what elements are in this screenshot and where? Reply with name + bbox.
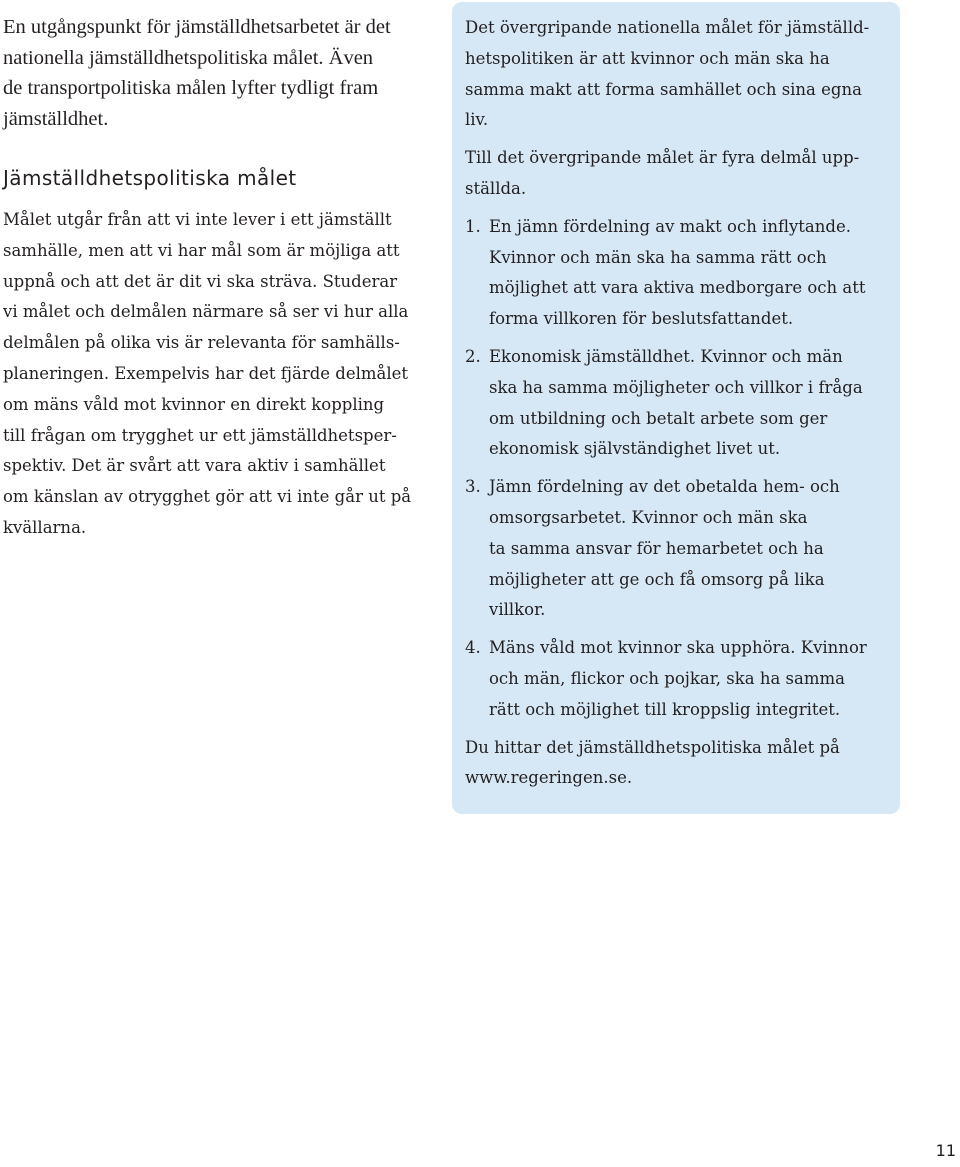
goal-number: 2. bbox=[465, 346, 481, 366]
goal-text bbox=[489, 342, 863, 465]
body-line: planeringen. Exempelvis har det fjärde delmålet bbox=[3, 363, 409, 383]
intro-line: de transportpolitiska målen lyfter tydligt fram bbox=[3, 77, 379, 100]
section-heading: Jämställdhetspolitiska målet bbox=[3, 166, 297, 190]
goal-line: Kvinnor och män ska ha samma rätt och bbox=[489, 247, 827, 267]
goal-line: och män, flickor och pojkar, ska ha samma bbox=[489, 668, 845, 688]
page-number: 11 bbox=[935, 1141, 956, 1160]
body-line: kvällarna. bbox=[3, 517, 87, 537]
box-intro-line: hetspolitiken är att kvinnor och män ska ha bbox=[465, 48, 830, 68]
body-line: Målet utgår från att vi inte lever i ett jämställt bbox=[3, 210, 392, 229]
goal-line: villkor. bbox=[489, 600, 546, 620]
goal-line: omsorgsarbetet. Kvinnor och män ska bbox=[489, 507, 808, 527]
box-intro-line: liv. bbox=[465, 110, 489, 130]
box-footer-paragraph bbox=[465, 733, 890, 795]
goal-line: ekonomisk självständighet livet ut. bbox=[489, 439, 781, 459]
body-line: vi målet och delmålen närmare så ser vi hur alla bbox=[3, 302, 409, 322]
body-line: samhälle, men att vi har mål som är möjliga att bbox=[3, 240, 400, 260]
goal-line: möjligheter att ge och få omsorg på lika bbox=[489, 569, 825, 589]
body-line: spektiv. Det är svårt att vara aktiv i samhället bbox=[3, 456, 386, 476]
left-column bbox=[3, 0, 443, 537]
goal-number: 3. bbox=[465, 477, 481, 497]
goal-line: Mäns våld mot kvinnor ska upphöra. Kvinnor bbox=[489, 638, 867, 658]
box-sub-line: ställda. bbox=[465, 178, 527, 198]
goal-line: forma villkoren för beslutsfattandet. bbox=[489, 309, 794, 329]
box-sub-paragraph bbox=[465, 143, 890, 205]
goal-line: Jämn fördelning av det obetalda hem- och bbox=[489, 477, 840, 497]
goal-line: ta samma ansvar för hemarbetet och ha bbox=[489, 538, 824, 558]
goal-text bbox=[489, 633, 867, 725]
goal-line: möjlighet att vara aktiva medborgare och att bbox=[489, 278, 866, 298]
goal-line: ska ha samma möjligheter och villkor i fråga bbox=[489, 377, 863, 397]
intro-line: nationella jämställdhetspolitiska målet. Även bbox=[3, 46, 374, 69]
box-footer-line: Du hittar det jämställdhetspolitiska målet på bbox=[465, 737, 840, 757]
goal-line: rätt och möjlighet till kroppslig integritet. bbox=[489, 699, 841, 719]
intro-line: jämställdhet. bbox=[3, 108, 109, 131]
body-line: uppnå och att det är dit vi ska sträva. Studerar bbox=[3, 271, 398, 291]
body-line: om känslan av otrygghet gör att vi inte går ut på bbox=[3, 487, 412, 507]
intro-line: En utgångspunkt för jämställdhetsarbetet är det bbox=[3, 16, 391, 38]
goal-text bbox=[489, 212, 866, 335]
box-footer-line: www.regeringen.se. bbox=[465, 768, 633, 788]
goal-number: 4. bbox=[465, 638, 481, 658]
body-line: till frågan om trygghet ur ett jämställdhetsper- bbox=[3, 425, 397, 445]
box-intro-line: samma makt att forma samhället och sina egna bbox=[465, 79, 862, 99]
goal-line: En jämn fördelning av makt och inflytande. bbox=[489, 216, 851, 236]
goal-text bbox=[489, 472, 840, 626]
box-sub-line: Till det övergripande målet är fyra delmål upp- bbox=[465, 148, 860, 168]
body-line: om mäns våld mot kvinnor en direkt koppling bbox=[3, 394, 385, 414]
goal-number: 1. bbox=[465, 216, 481, 236]
box-intro-paragraph bbox=[465, 13, 890, 136]
info-box bbox=[452, 2, 900, 814]
box-intro-line: Det övergripande nationella målet för jämställd- bbox=[465, 18, 870, 37]
goal-line: Ekonomisk jämställdhet. Kvinnor och män bbox=[489, 346, 843, 366]
goal-item-1 bbox=[465, 212, 890, 335]
goal-line: om utbildning och betalt arbete som ger bbox=[489, 408, 828, 428]
goal-item-2 bbox=[465, 342, 890, 465]
goal-item-4 bbox=[465, 633, 890, 725]
intro-paragraph bbox=[3, 0, 443, 135]
body-line: delmålen på olika vis är relevanta för samhälls- bbox=[3, 333, 400, 353]
goal-item-3 bbox=[465, 472, 890, 626]
body-paragraph bbox=[3, 205, 443, 544]
